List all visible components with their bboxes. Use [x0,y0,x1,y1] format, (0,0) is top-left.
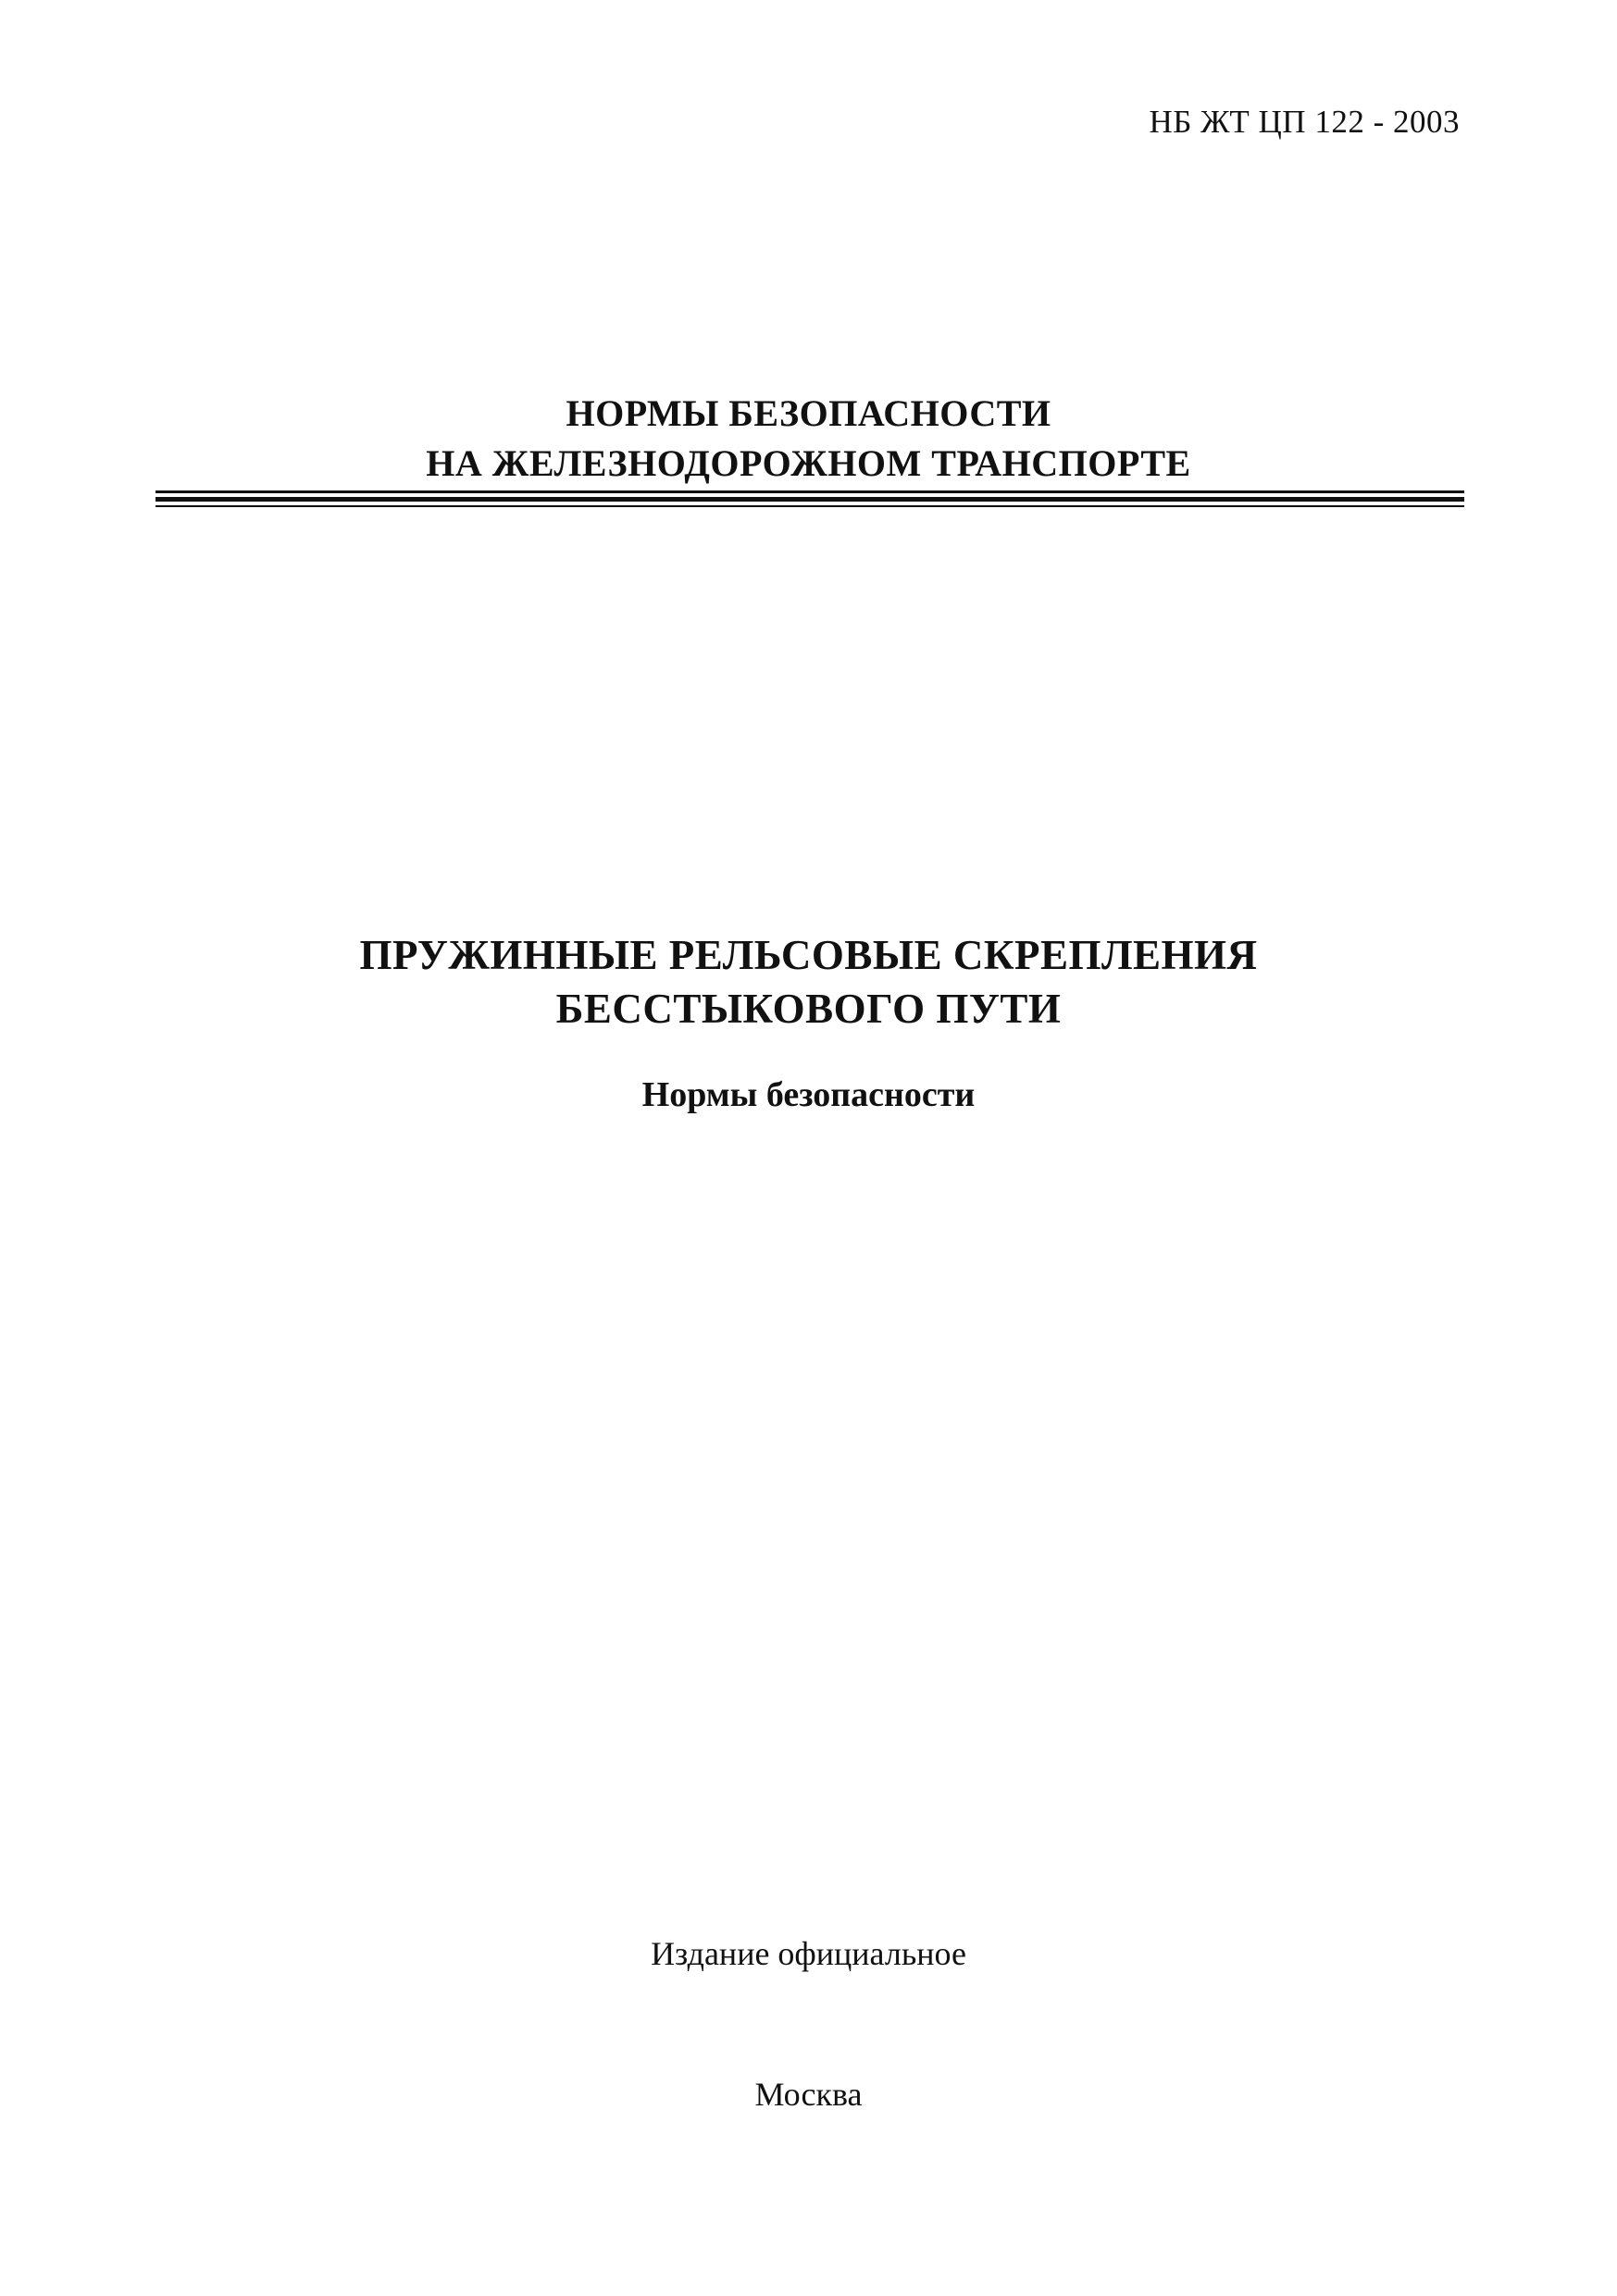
rule-line-bottom [155,505,1464,507]
rule-line-middle [155,497,1464,502]
publication-city: Москва [754,2076,863,2113]
series-heading-line-2: НА ЖЕЛЕЗНОДОРОЖНОМ ТРАНСПОРТЕ [426,442,1191,484]
document-title-line-2: БЕССТЫКОВОГО ПУТИ [555,986,1062,1032]
document-title-block [0,928,1617,1115]
document-title-line-1: ПРУЖИННЫЕ РЕЛЬСОВЫЕ СКРЕПЛЕНИЯ [359,932,1258,978]
series-heading-line-1: НОРМЫ БЕЗОПАСНОСТИ [566,392,1051,434]
horizontal-rule-divider [155,490,1464,507]
series-heading [0,389,1617,489]
document-code: НБ ЖТ ЦП 122 - 2003 [1149,104,1460,140]
edition-label: Издание официальное [651,1935,966,1972]
rule-line-top [155,490,1464,493]
document-subtitle: Нормы безопасности [641,1075,976,1114]
